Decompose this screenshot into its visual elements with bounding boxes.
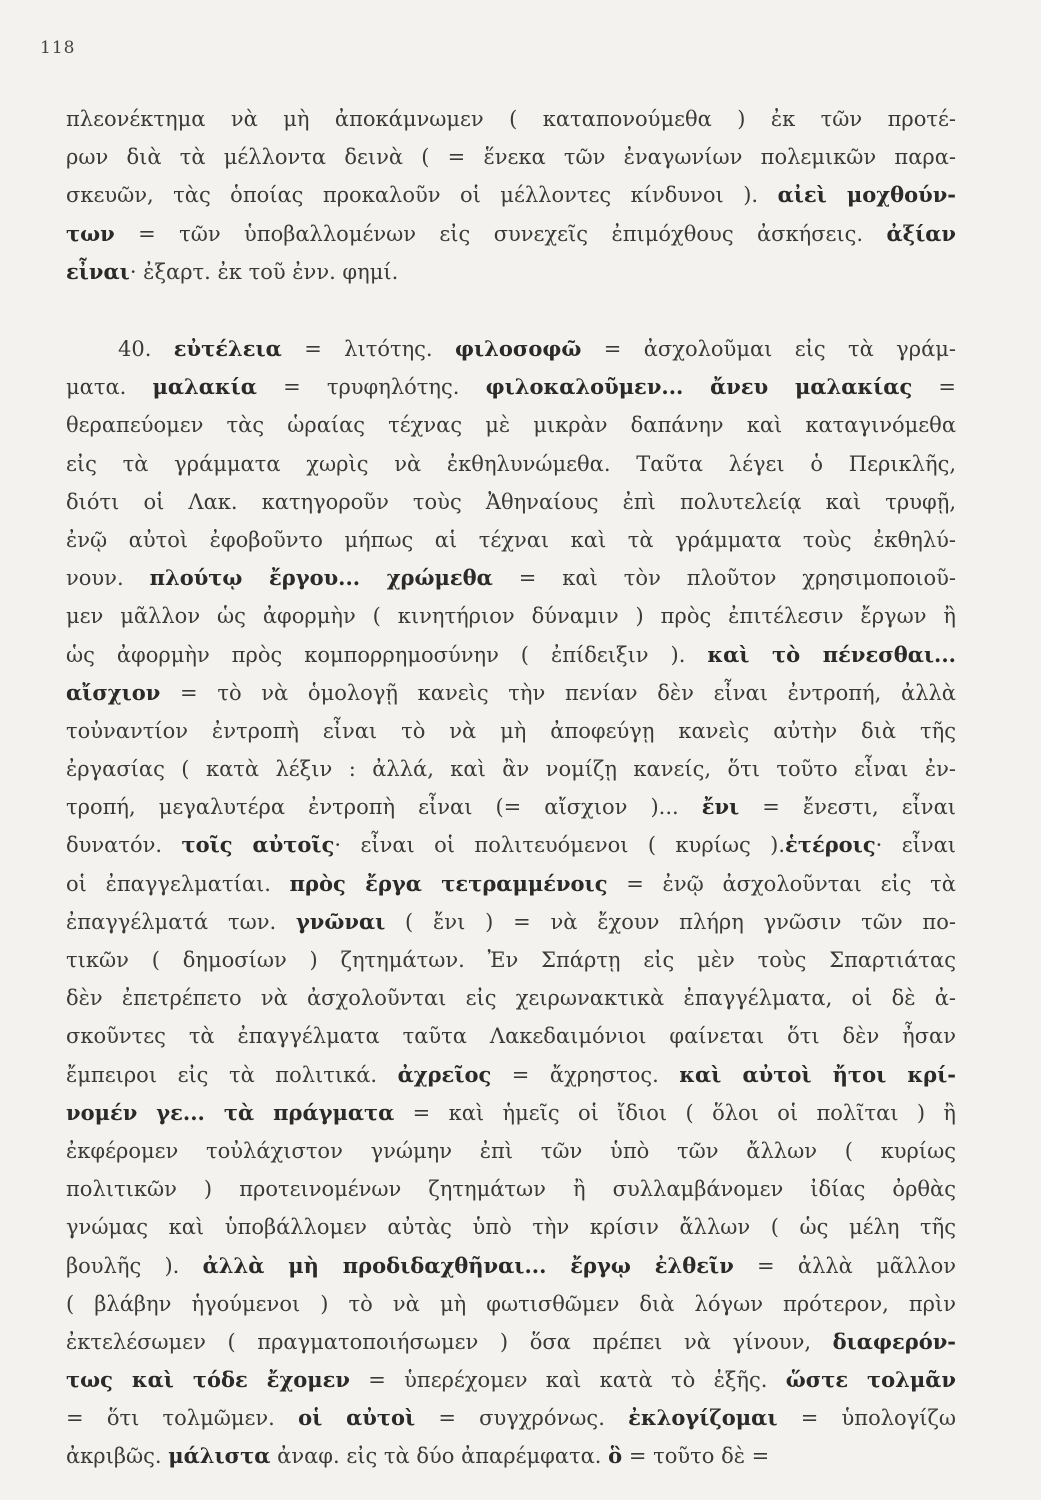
- text-line: [66, 521, 956, 559]
- text-line: [66, 483, 956, 521]
- text-line: [66, 100, 956, 138]
- lemma-term: γνῶναι: [295, 908, 386, 934]
- lemma-term: πρὸς ἔργα τετραμμένοις: [289, 870, 608, 896]
- text-segment: δυνατόν.: [66, 833, 182, 858]
- text-line: [66, 903, 956, 941]
- text-line: [66, 1285, 956, 1323]
- paragraph-2: [66, 330, 956, 1476]
- lemma-term: καὶ αὐτοὶ ἤτοι κρί-: [679, 1061, 956, 1087]
- text-line: [66, 1247, 956, 1285]
- lemma-term: εἶναι: [66, 258, 130, 284]
- text-segment: βουλῆς ).: [66, 1253, 203, 1278]
- text-segment: εἰς τὰ γράμματα χωρὶς νὰ ἐκθηλυνώμεθα. Ταῦτα λέγει ὁ Περικλῆς,: [66, 451, 956, 476]
- text-line: [66, 865, 956, 903]
- text-segment: = ὑπολογίζω: [777, 1406, 956, 1431]
- text-line: [66, 368, 956, 406]
- lemma-term: τως καὶ τόδε ἔχομεν: [66, 1367, 350, 1393]
- lemma-term: αἰεὶ μοχθούν-: [777, 182, 956, 208]
- text-line: [66, 788, 956, 826]
- lemma-term: αἴσχιον: [66, 679, 161, 705]
- text-line: [66, 1170, 956, 1208]
- text-segment: = ἄχρηστος.: [491, 1062, 680, 1087]
- lemma-term: φιλοσοφῶ: [454, 336, 582, 361]
- page-number: 118: [40, 38, 76, 58]
- text-segment: γνώμας καὶ ὑποβάλλομεν αὐτὰς ὑπὸ τὴν κρίσιν ἄλλων ( ὡς μέλη τῆς: [66, 1215, 956, 1240]
- text-segment: =: [912, 375, 956, 400]
- text-segment: ἐνῷ αὐτοὶ ἐφοβοῦντο μήπως αἱ τέχναι καὶ τὰ γράμματα τοὺς ἐκθηλύ-: [66, 527, 956, 552]
- text-segment: ἀκριβῶς.: [66, 1444, 169, 1469]
- text-segment: ματα.: [66, 375, 153, 400]
- lemma-term: ἀλλὰ μὴ προδιδαχθῆναι... ἔργῳ ἐλθεῖν: [202, 1252, 734, 1278]
- text-segment: ἐπαγγέλματά των.: [66, 909, 296, 934]
- paragraph-1: [66, 100, 956, 291]
- text-line: [66, 445, 956, 483]
- text-segment: = συγχρόνως.: [415, 1406, 629, 1431]
- text-segment: ἐκφέρομεν τοὐλάχιστον γνώμην ἐπὶ τῶν ὑπὸ τῶν ἄλλων ( κυρίως: [66, 1138, 956, 1163]
- lemma-term: εὐτέλεια: [173, 336, 282, 361]
- text-segment: δὲν ἐπετρέπετο νὰ ἀσχολοῦνται εἰς χειρωνακτικὰ ἐπαγγέλματα, οἱ δὲ ἀ-: [66, 986, 956, 1011]
- text-segment: = ἀλλὰ μᾶλλον: [733, 1253, 956, 1278]
- text-segment: = τὸ νὰ ὁμολογῇ κανεὶς τὴν πενίαν δὲν εἶναι ἐντροπή, ἀλλὰ: [160, 680, 956, 705]
- lemma-term: ἀξίαν: [886, 220, 956, 246]
- text-line: [66, 1132, 956, 1170]
- lemma-term: οἱ αὐτοὶ: [298, 1405, 416, 1431]
- text-segment: ( βλάβην ἡγούμενοι ) τὸ νὰ μὴ φωτισθῶμεν διὰ λόγων πρότερον, πρὶν: [66, 1291, 956, 1316]
- lemma-term: νομέν γε... τὰ πράγματα: [66, 1099, 395, 1125]
- text-line: [66, 941, 956, 979]
- text-segment: = ἐνῷ ἀσχολοῦνται εἰς τὰ: [607, 871, 956, 896]
- text-segment: = ἀσχολοῦμαι εἰς τὰ γράμ-: [581, 337, 956, 361]
- text-segment: τοὐναντίον ἐντροπὴ εἶναι τὸ νὰ μὴ ἀποφεύγῃ κανεὶς αὐτὴν διὰ τῆς: [66, 718, 956, 743]
- text-segment: · ἐξαρτ. ἐκ τοῦ ἐνν. φημί.: [129, 259, 399, 284]
- lemma-term: μαλακία: [152, 374, 257, 400]
- lemma-term: μάλιστα: [168, 1443, 271, 1469]
- lemma-term: ἔνι: [701, 794, 740, 820]
- lemma-term: ἑτέροις: [785, 832, 876, 858]
- text-segment: = τῶν ὑποβαλλομένων εἰς συνεχεῖς ἐπιμόχθους ἀσκήσεις.: [114, 221, 887, 246]
- text-line: [66, 138, 956, 176]
- text-line: [66, 712, 956, 750]
- text-segment: ρων διὰ τὰ μέλλοντα δεινὰ ( = ἕνεκα τῶν ἐναγωνίων πολεμικῶν παρα-: [66, 145, 956, 170]
- text-line: [66, 979, 956, 1017]
- text-segment: = καὶ ἡμεῖς οἱ ἴδιοι ( ὅλοι οἱ πολῖται ) ἢ: [394, 1100, 956, 1125]
- lemma-term: πλούτῳ ἔργου... χρώμεθα: [149, 565, 493, 591]
- text-line: [66, 750, 956, 788]
- text-line: [66, 1437, 956, 1475]
- lemma-term: ὥστε τολμᾶν: [785, 1367, 956, 1393]
- lemma-term: των: [66, 220, 115, 246]
- text-segment: = λιτότης.: [281, 337, 455, 361]
- text-line: [66, 1208, 956, 1246]
- lemma-term: τοῖς αὐτοῖς: [181, 832, 335, 858]
- text-line: [66, 597, 956, 635]
- text-line: [66, 559, 956, 597]
- text-line: [66, 1017, 956, 1055]
- text-segment: σκοῦντες τὰ ἐπαγγέλματα ταῦτα Λακεδαιμόνιοι φαίνεται ὅτι δὲν ἦσαν: [66, 1024, 956, 1049]
- text-line: [66, 636, 956, 674]
- text-line: [66, 330, 956, 368]
- text-line: [66, 674, 956, 712]
- text-segment: τικῶν ( δημοσίων ) ζητημάτων. Ἐν Σπάρτῃ εἰς μὲν τοὺς Σπαρτιάτας: [66, 948, 956, 972]
- text-segment: πολιτικῶν ) προτεινομένων ζητημάτων ἢ συλλαμβάνομεν ἰδίας ὀρθὰς: [66, 1177, 956, 1202]
- text-segment: ἐργασίας ( κατὰ λέξιν : ἀλλά, καὶ ἂν νομίζῃ κανείς, ὅτι τοῦτο εἶναι ἐν-: [66, 757, 956, 782]
- text-segment: = ὅτι τολμῶμεν.: [66, 1406, 299, 1431]
- text-segment: ( ἔνι ) = νὰ ἔχουν πλήρη γνῶσιν τῶν πο-: [385, 909, 956, 934]
- text-line: [66, 253, 956, 291]
- lemma-term: καὶ τὸ πένεσθαι...: [707, 641, 956, 667]
- lemma-term: φιλοκαλοῦμεν... ἄνευ μαλακίας: [485, 374, 913, 400]
- lemma-term: διαφερόν-: [832, 1328, 956, 1354]
- text-segment: ὡς ἀφορμὴν πρὸς κομπορρημοσύνην ( ἐπίδειξιν ).: [66, 642, 708, 667]
- text-segment: · εἶναι: [875, 833, 956, 858]
- text-line: [66, 826, 956, 864]
- text-segment: ἀναφ. εἰς τὰ δύο ἀπαρέμφατα.: [270, 1444, 609, 1469]
- text-segment: = ἔνεστι, εἶναι: [739, 795, 956, 820]
- text-segment: = ὑπερέχομεν καὶ κατὰ τὸ ἑξῆς.: [349, 1368, 786, 1393]
- text-segment: ἔμπειροι εἰς τὰ πολιτικά.: [66, 1062, 398, 1087]
- text-line: [66, 176, 956, 214]
- text-segment: διότι οἱ Λακ. κατηγοροῦν τοὺς Ἀθηναίους ἐπὶ πολυτελείᾳ καὶ τρυφῇ,: [66, 489, 956, 514]
- text-segment: = καὶ τὸν πλοῦτον χρησιμοποιοῦ-: [492, 566, 956, 591]
- text-segment: οἱ ἐπαγγελματίαι.: [66, 871, 290, 896]
- text-line: [66, 1323, 956, 1361]
- lemma-term: ἀχρεῖος: [397, 1061, 492, 1087]
- text-segment: · εἶναι οἱ πολιτευόμενοι ( κυρίως ).: [334, 833, 786, 858]
- text-segment: 40.: [118, 337, 174, 361]
- text-segment: πλεονέκτημα νὰ μὴ ἀποκάμνωμεν ( καταπονούμεθα ) ἐκ τῶν προτέ-: [66, 107, 956, 131]
- text-segment: = τρυφηλότης.: [256, 375, 486, 400]
- text-line: [66, 215, 956, 253]
- text-segment: θεραπεύομεν τὰς ὡραίας τέχνας μὲ μικρὰν δαπάνην καὶ καταγινόμεθα: [66, 413, 956, 438]
- text-segment: σκευῶν, τὰς ὁποίας προκαλοῦν οἱ μέλλοντες κίνδυνοι ).: [66, 183, 778, 208]
- text-segment: τροπή, μεγαλυτέρα ἐντροπὴ εἶναι (= αἴσχιον )...: [66, 795, 702, 820]
- text-segment: = τοῦτο δὲ =: [622, 1444, 770, 1469]
- lemma-term: ἐκλογίζομαι: [628, 1405, 778, 1431]
- text-segment: νουν.: [66, 566, 150, 591]
- text-line: [66, 1361, 956, 1399]
- lemma-term: ὃ: [608, 1443, 623, 1469]
- text-line: [66, 1056, 956, 1094]
- text-line: [66, 1399, 956, 1437]
- text-segment: μεν μᾶλλον ὡς ἀφορμὴν ( κινητήριον δύναμιν ) πρὸς ἐπιτέλεσιν ἔργων ἢ: [66, 604, 956, 629]
- text-segment: ἐκτελέσωμεν ( πραγματοποιήσωμεν ) ὅσα πρέπει νὰ γίνουν,: [66, 1329, 833, 1354]
- text-line: [66, 1094, 956, 1132]
- text-line: [66, 406, 956, 444]
